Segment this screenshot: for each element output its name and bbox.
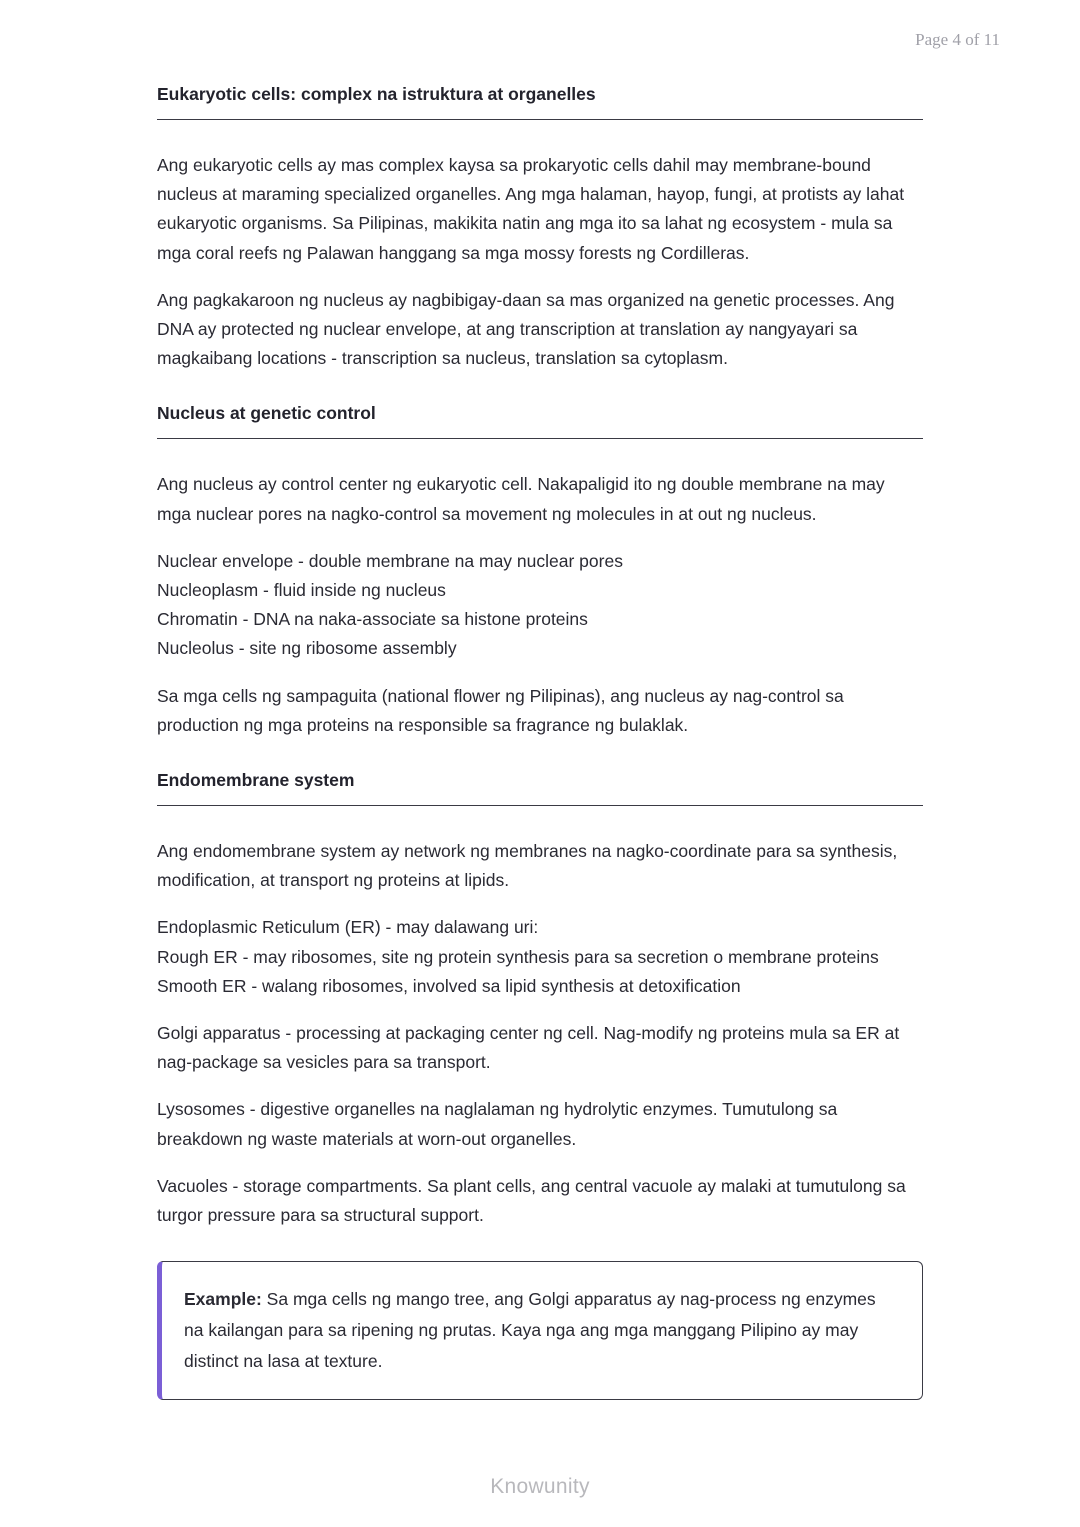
document-content — [157, 82, 923, 1400]
list-item: Endoplasmic Reticulum (ER) - may dalawang uri: — [157, 917, 539, 938]
footer-brand-logo: Knowunity — [490, 1475, 590, 1498]
list-item: Chromatin - DNA na naka-associate sa histone proteins — [157, 609, 588, 630]
example-text — [184, 1284, 898, 1377]
example-label: Example: — [184, 1289, 262, 1310]
section-gap — [157, 120, 923, 151]
section-gap — [157, 806, 923, 837]
paragraph-nucleus-intro: Ang nucleus ay control center ng eukaryotic cell. Nakapaligid ito ng double membrane na may mga nuclear pores na nagko-control sa movement ng molecules in at out ng nucleus. — [157, 474, 885, 524]
list-item: Nucleoplasm - fluid inside ng nucleus — [157, 580, 446, 601]
list-item: Nucleolus - site ng ribosome assembly — [157, 638, 457, 659]
er-list — [157, 913, 923, 1001]
section-gap — [157, 439, 923, 470]
nucleus-parts-list — [157, 547, 923, 664]
paragraph-golgi: Golgi apparatus - processing at packaging center ng cell. Nag-modify ng proteins mula sa ER at nag-package sa vesicles para sa transport. — [157, 1023, 900, 1073]
page-number: Page 4 of 11 — [915, 30, 1000, 49]
paragraph-nucleus-genetic: Ang pagkakaroon ng nucleus ay nagbibigay-daan sa mas organized na genetic processes. Ang DNA ay protected ng nuclear envelope, at ang transcription at translation ay nangyayari sa magkaibang locations - transcription sa nucleus, translation sa cytoplasm. — [157, 289, 895, 369]
section-heading-nucleus: Nucleus at genetic control — [157, 401, 923, 439]
paragraph-vacuoles: Vacuoles - storage compartments. Sa plant cells, ang central vacuole ay malaki at tumutulong sa turgor pressure para sa structural support. — [157, 1175, 906, 1226]
section-heading-eukaryotic: Eukaryotic cells: complex na istruktura at organelles — [157, 82, 923, 120]
section-heading-endomembrane: Endomembrane system — [157, 768, 923, 806]
paragraph-eukaryotic-intro: Ang eukaryotic cells ay mas complex kaysa sa prokaryotic cells dahil may membrane-bound nucleus at maraming specialized organelles. Ang mga halaman, hayop, fungi, at protists ay lahat eukaryotic organisms. Sa Pilipinas, makikita natin ang mga ito sa lahat ng ecosystem - mula sa mga coral reefs ng Palawan hanggang sa mga mossy forests ng Cordilleras. — [157, 155, 905, 263]
paragraph-endomembrane-intro: Ang endomembrane system ay network ng membranes na nagko-coordinate para sa synthesis, modification, at transport ng proteins at lipids. — [157, 841, 898, 891]
paragraph-lysosomes: Lysosomes - digestive organelles na naglalaman ng hydrolytic enzymes. Tumutulong sa breakdown ng waste materials at worn-out organelles. — [157, 1099, 838, 1149]
list-item: Smooth ER - walang ribosomes, involved sa lipid synthesis at detoxification — [157, 975, 741, 996]
list-item: Nuclear envelope - double membrane na may nuclear pores — [157, 550, 623, 571]
example-callout — [157, 1261, 923, 1400]
example-body: Sa mga cells ng mango tree, ang Golgi apparatus ay nag-process ng enzymes na kailangan para sa ripening ng prutas. Kaya nga ang mga manggang Pilipino ay may distinct na lasa at texture. — [184, 1289, 876, 1372]
paragraph-sampaguita: Sa mga cells ng sampaguita (national flower ng Pilipinas), ang nucleus ay nag-control sa production ng mga proteins na responsible sa fragrance ng bulaklak. — [157, 685, 844, 735]
list-item: Rough ER - may ribosomes, site ng protein synthesis para sa secretion o membrane proteins — [157, 946, 879, 967]
